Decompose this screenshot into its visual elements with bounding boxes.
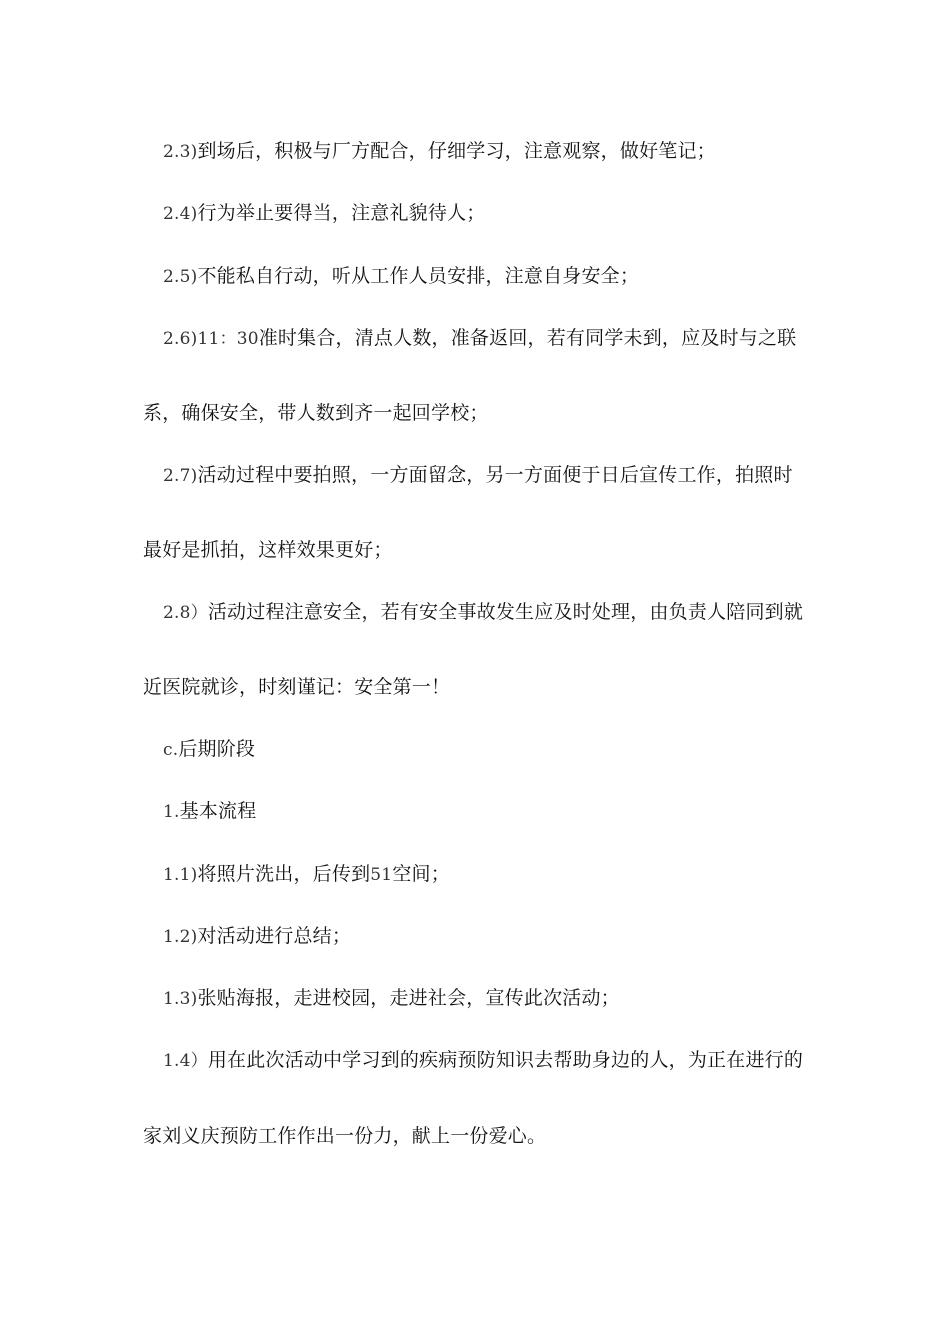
paragraph-line — [163, 201, 485, 226]
item-text: 将照片洗出，后传到 — [197, 863, 371, 885]
item-text: 后期阶段 — [178, 738, 256, 760]
item-text: 家刘义庆预防工作作出一份力，献上一份爱心。 — [143, 1125, 547, 1147]
item-text: 不能私自行动，听从工作人员安排，注意自身安全； — [197, 265, 640, 287]
paragraph-continuation — [143, 675, 450, 699]
paragraph-continuation — [143, 538, 393, 562]
item-number: 1.2) — [163, 927, 198, 947]
paragraph-continuation — [143, 1124, 546, 1148]
section-heading — [163, 737, 255, 762]
paragraph-line — [163, 986, 620, 1011]
item-text: 近医院就诊，时刻谨记：安全第一！ — [143, 676, 451, 698]
item-number-inline: 51 — [370, 865, 393, 885]
paragraph-line — [163, 264, 639, 289]
item-text: 到场后，积极与厂方配合，仔细学习，注意观察，做好笔记； — [197, 140, 716, 162]
item-number: 1.4） — [163, 1051, 208, 1071]
paragraph-line — [163, 600, 803, 625]
paragraph-line — [163, 924, 351, 949]
paragraph-line — [163, 139, 716, 164]
item-number: 2.4) — [163, 204, 198, 224]
paragraph-line — [163, 1048, 803, 1073]
item-number: 1. — [163, 802, 180, 822]
item-text: 最好是抓拍，这样效果更好； — [143, 539, 393, 561]
item-number: c. — [163, 740, 179, 760]
item-text: 系，确保安全，带人数到齐一起回学校； — [143, 402, 489, 424]
item-text: 基本流程 — [179, 800, 257, 822]
item-text: 活动过程中要拍照，一方面留念，另一方面便于日后宣传工作，拍照时 — [197, 464, 793, 486]
item-number: 2.8） — [163, 603, 208, 623]
item-number: 2.7) — [163, 466, 198, 486]
item-text: 空间； — [392, 863, 450, 885]
paragraph-line — [163, 862, 450, 887]
item-text: 活动过程注意安全，若有安全事故发生应及时处理，由负责人陪同到就 — [207, 601, 804, 623]
item-number: 2.5) — [163, 267, 198, 287]
subsection-heading — [163, 799, 256, 824]
item-text: 张贴海报，走进校园，走进社会，宣传此次活动； — [197, 987, 620, 1009]
item-text: 对活动进行总结； — [197, 925, 352, 947]
item-number: 2.3) — [163, 142, 198, 162]
item-number: 1.3) — [163, 989, 198, 1009]
paragraph-continuation — [143, 401, 489, 425]
item-text: 行为举止要得当，注意礼貌待人； — [197, 202, 486, 224]
item-number: 2.6)11：30 — [163, 329, 259, 349]
paragraph-line — [163, 326, 796, 351]
item-text: 准时集合，清点人数，准备返回，若有同学未到，应及时与之联 — [258, 327, 797, 349]
item-text: 用在此次活动中学习到的疾病预防知识去帮助身边的人，为正在进行的 — [207, 1049, 804, 1071]
item-number: 1.1) — [163, 865, 198, 885]
paragraph-line — [163, 463, 793, 488]
